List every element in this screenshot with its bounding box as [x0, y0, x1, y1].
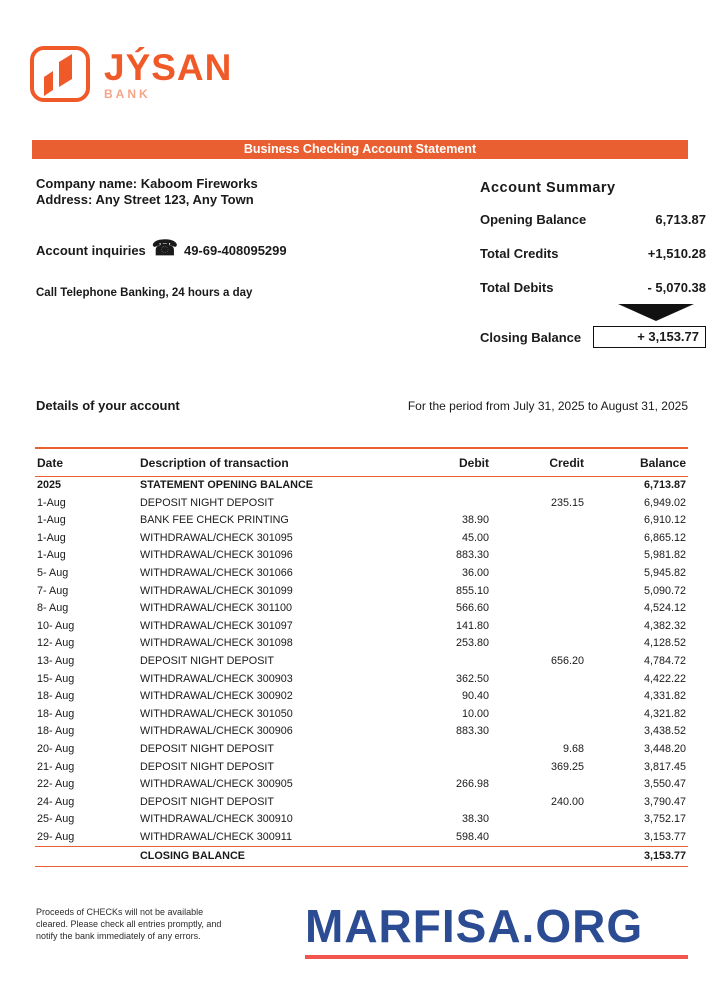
cell-debit	[396, 741, 491, 759]
col-header-description: Description of transaction	[138, 448, 396, 477]
cell-debit	[396, 477, 491, 495]
cell-credit: 9.68	[562, 742, 584, 755]
cell-date: 25- Aug	[37, 813, 75, 826]
company-address-line: Address: Any Street 123, Any Town	[36, 192, 254, 208]
account-inquiries-label: Account inquiries	[36, 243, 146, 258]
cell-balance: 5,090.72	[643, 584, 686, 597]
cell-date: 18- Aug	[37, 707, 75, 720]
cell-description: WITHDRAWAL/CHECK 301050	[140, 707, 293, 720]
cell-debit: 362.50	[455, 672, 489, 685]
closing-balance-label: Closing Balance	[480, 329, 582, 345]
cell-debit	[396, 794, 491, 812]
table-closing-row	[35, 847, 688, 867]
cell-description: DEPOSIT NIGHT DEPOSIT	[140, 496, 274, 509]
closing-balance-box: + 3,153.77	[593, 326, 706, 348]
cell-debit	[396, 495, 491, 513]
cell-debit: 253.80	[455, 637, 489, 650]
cell-debit: 10.00	[461, 707, 489, 720]
company-name-line: Company name: Kaboom Fireworks	[36, 176, 258, 191]
transaction-row	[35, 794, 688, 812]
closing-row-credit	[491, 847, 586, 867]
summary-row-credits	[480, 246, 706, 261]
details-line	[36, 398, 688, 413]
cell-credit	[491, 530, 586, 548]
cell-description: WITHDRAWAL/CHECK 300903	[140, 672, 293, 685]
cell-description: WITHDRAWAL/CHECK 300910	[140, 813, 293, 826]
transaction-row	[35, 618, 688, 636]
transaction-row	[35, 512, 688, 530]
cell-balance: 6,910.12	[643, 514, 686, 527]
cell-debit: 266.98	[455, 778, 489, 791]
cell-description: WITHDRAWAL/CHECK 301097	[140, 619, 293, 632]
cell-debit: 598.40	[455, 830, 489, 843]
transaction-row	[35, 583, 688, 601]
closing-row-balance: 3,153.77	[586, 847, 688, 867]
cell-balance: 3,448.20	[643, 742, 686, 755]
col-header-credit: Credit	[491, 448, 586, 477]
cell-date: 20- Aug	[37, 742, 75, 755]
cell-date: 8- Aug	[37, 602, 69, 615]
bank-logo	[30, 46, 232, 102]
cell-debit: 90.40	[461, 690, 489, 703]
closing-row-date	[35, 847, 138, 867]
transaction-row	[35, 671, 688, 689]
col-header-balance: Balance	[586, 448, 688, 477]
cell-date: 18- Aug	[37, 725, 75, 738]
cell-credit	[491, 776, 586, 794]
transaction-row	[35, 547, 688, 565]
cell-credit	[491, 600, 586, 618]
cell-date: 15- Aug	[37, 672, 75, 685]
transactions-table-header	[35, 448, 688, 477]
cell-description: WITHDRAWAL/CHECK 301098	[140, 637, 293, 650]
cell-description: WITHDRAWAL/CHECK 300905	[140, 778, 293, 791]
cell-credit	[491, 671, 586, 689]
cell-date: 1-Aug	[37, 514, 66, 527]
cell-credit	[491, 829, 586, 847]
transaction-row	[35, 477, 688, 495]
total-debits-value: - 5,070.38	[647, 280, 706, 295]
cell-credit	[491, 811, 586, 829]
cell-balance: 4,321.82	[643, 707, 686, 720]
cell-debit: 883.30	[455, 549, 489, 562]
cell-date: 24- Aug	[37, 795, 75, 808]
bank-name: JÝSAN	[104, 46, 233, 88]
transaction-row	[35, 776, 688, 794]
details-heading: Details of your account	[36, 398, 180, 413]
opening-balance-value: 6,713.87	[655, 212, 706, 227]
cell-date: 29- Aug	[37, 830, 75, 843]
total-debits-label: Total Debits	[480, 280, 554, 295]
cell-debit: 141.80	[455, 619, 489, 632]
transaction-row	[35, 495, 688, 513]
bank-logo-icon	[30, 46, 90, 102]
account-summary-title: Account Summary	[480, 180, 616, 196]
transaction-row	[35, 600, 688, 618]
transaction-row	[35, 759, 688, 777]
cell-date: 13- Aug	[37, 654, 75, 667]
bank-name-sub: BANK	[104, 86, 151, 101]
cell-balance: 4,331.82	[643, 690, 686, 703]
cell-balance: 3,153.77	[643, 830, 686, 843]
transaction-row	[35, 829, 688, 847]
cell-date: 10- Aug	[37, 619, 75, 632]
cell-date: 18- Aug	[37, 690, 75, 703]
cell-debit	[396, 759, 491, 777]
account-inquiries-line	[36, 237, 287, 260]
cell-debit: 883.30	[455, 725, 489, 738]
cell-credit	[491, 477, 586, 495]
account-summary	[480, 180, 706, 314]
marfisa-watermark-underline	[305, 955, 688, 959]
cell-balance: 3,790.47	[643, 795, 686, 808]
telephone-icon: ☎	[151, 237, 178, 260]
transaction-row	[35, 530, 688, 548]
marfisa-watermark-text: MARFISA.ORG	[305, 900, 644, 952]
cell-description: WITHDRAWAL/CHECK 300902	[140, 690, 293, 703]
cell-balance: 6,865.12	[643, 531, 686, 544]
cell-date: 5- Aug	[37, 566, 69, 579]
cell-balance: 4,784.72	[643, 654, 686, 667]
cell-debit: 36.00	[461, 566, 489, 579]
footer-notice	[36, 906, 221, 942]
cell-balance: 4,128.52	[643, 637, 686, 650]
cell-description: STATEMENT OPENING BALANCE	[140, 479, 313, 491]
cell-debit: 566.60	[455, 602, 489, 615]
cell-date: 12- Aug	[37, 637, 75, 650]
cell-description: WITHDRAWAL/CHECK 301100	[140, 602, 292, 615]
cell-credit: 656.20	[550, 654, 584, 667]
down-triangle-marker	[618, 304, 694, 321]
cell-description: WITHDRAWAL/CHECK 301095	[140, 531, 293, 544]
cell-credit	[491, 583, 586, 601]
closing-row-description: CLOSING BALANCE	[138, 847, 396, 867]
cell-date: 1-Aug	[37, 531, 66, 544]
transactions-table	[35, 447, 688, 867]
cell-debit: 855.10	[455, 584, 489, 597]
summary-row-opening	[480, 212, 706, 227]
col-header-date: Date	[35, 448, 138, 477]
cell-description: DEPOSIT NIGHT DEPOSIT	[140, 742, 274, 755]
cell-balance: 4,422.22	[643, 672, 686, 685]
cell-description: WITHDRAWAL/CHECK 301099	[140, 584, 293, 597]
cell-credit	[491, 547, 586, 565]
cell-balance: 3,550.47	[643, 778, 686, 791]
cell-description: DEPOSIT NIGHT DEPOSIT	[140, 654, 274, 667]
cell-credit: 235.15	[550, 496, 584, 509]
cell-balance: 3,752.17	[643, 813, 686, 826]
cell-description: WITHDRAWAL/CHECK 301096	[140, 549, 293, 562]
summary-row-debits	[480, 280, 706, 295]
cell-credit	[491, 618, 586, 636]
cell-credit	[491, 512, 586, 530]
cell-balance: 5,981.82	[643, 549, 686, 562]
statement-period: For the period from July 31, 2025 to August 31, 2025	[407, 399, 688, 413]
cell-credit	[491, 565, 586, 583]
cell-debit	[396, 653, 491, 671]
cell-description: BANK FEE CHECK PRINTING	[140, 514, 289, 527]
cell-description: WITHDRAWAL/CHECK 301066	[140, 566, 293, 579]
notice-line-3: notify the bank immediately of any errors.	[36, 931, 201, 942]
cell-date: 7- Aug	[37, 584, 69, 597]
transaction-row	[35, 811, 688, 829]
bank-logo-wordmark	[104, 46, 233, 101]
cell-debit: 45.00	[461, 531, 489, 544]
cell-balance: 6,713.87	[643, 479, 686, 491]
total-credits-label: Total Credits	[480, 246, 559, 261]
account-inquiries-phone: 49-69-408095299	[183, 243, 287, 258]
cell-credit: 369.25	[550, 760, 584, 773]
cell-credit	[491, 706, 586, 724]
notice-line-2: cleared. Please check all entries promptly, and	[36, 919, 222, 930]
telebanking-line: Call Telephone Banking, 24 hours a day	[36, 287, 253, 299]
cell-credit	[491, 723, 586, 741]
transaction-row	[35, 741, 688, 759]
cell-credit	[491, 635, 586, 653]
cell-balance: 4,382.32	[643, 619, 686, 632]
cell-date: 22- Aug	[37, 778, 75, 791]
notice-line-1: Proceeds of CHECKs will not be available	[36, 907, 204, 917]
marfisa-watermark	[305, 900, 703, 959]
transaction-row	[35, 565, 688, 583]
cell-description: DEPOSIT NIGHT DEPOSIT	[140, 760, 274, 773]
total-credits-value: +1,510.28	[647, 246, 706, 261]
transaction-rows	[35, 477, 688, 847]
transaction-row	[35, 635, 688, 653]
cell-balance: 4,524.12	[643, 602, 686, 615]
cell-date: 2025	[37, 479, 62, 491]
closing-balance-row	[480, 326, 706, 348]
company-block	[36, 176, 258, 209]
cell-description: WITHDRAWAL/CHECK 300906	[140, 725, 293, 738]
cell-balance: 6,949.02	[643, 496, 686, 509]
statement-title-bar: Business Checking Account Statement	[32, 140, 688, 159]
cell-date: 21- Aug	[37, 760, 75, 773]
cell-balance: 3,817.45	[643, 760, 686, 773]
cell-balance: 3,438.52	[643, 725, 686, 738]
col-header-debit: Debit	[396, 448, 491, 477]
cell-credit	[491, 688, 586, 706]
closing-row-debit	[396, 847, 491, 867]
cell-date: 1-Aug	[37, 549, 66, 562]
cell-description: WITHDRAWAL/CHECK 300911	[140, 830, 292, 843]
transaction-row	[35, 653, 688, 671]
cell-credit: 240.00	[550, 795, 584, 808]
cell-date: 1-Aug	[37, 496, 66, 509]
cell-description: DEPOSIT NIGHT DEPOSIT	[140, 795, 274, 808]
transaction-row	[35, 688, 688, 706]
transaction-row	[35, 706, 688, 724]
transaction-row	[35, 723, 688, 741]
opening-balance-label: Opening Balance	[480, 212, 587, 227]
cell-debit: 38.90	[461, 514, 489, 527]
cell-balance: 5,945.82	[643, 566, 686, 579]
cell-debit: 38.30	[461, 813, 489, 826]
